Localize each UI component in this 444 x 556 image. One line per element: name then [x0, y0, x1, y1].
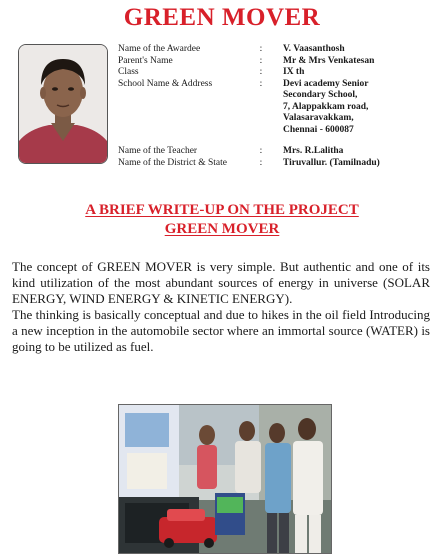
- detail-value: Mr & Mrs Venkatesan: [283, 55, 375, 66]
- awardee-portrait: [18, 44, 108, 164]
- awardee-details: [118, 44, 438, 169]
- detail-value: Mrs. R.Lalitha: [283, 146, 344, 156]
- detail-value-line: Devi academy Senior: [283, 78, 369, 89]
- detail-label: Class: [118, 67, 139, 77]
- detail-row-school: [118, 79, 438, 137]
- detail-row-class: [118, 67, 438, 79]
- detail-label: Name of the Teacher: [118, 146, 198, 156]
- detail-value: Tiruvallur. (Tamilnadu): [283, 157, 380, 168]
- detail-value-line: Secondary School,: [283, 90, 358, 100]
- detail-row-district: [118, 158, 438, 170]
- page-title: GREEN MOVER: [123, 4, 321, 31]
- detail-label: Parent's Name: [118, 55, 173, 66]
- writeup-paragraph: The concept of GREEN MOVER is very simple. But authentic and one of its kind utilization of the most abundant sources of energy in universe (SOLAR ENERGY, WIND ENERGY & KINETIC ENERGY).: [12, 259, 430, 306]
- project-exhibition-photo: [118, 404, 332, 554]
- detail-value: V. Vaasanthosh: [283, 44, 345, 54]
- detail-separator: :: [259, 55, 263, 66]
- detail-row-parents: [118, 56, 438, 68]
- exhibition-image: [119, 405, 331, 553]
- detail-label: Name of the Awardee: [118, 44, 201, 54]
- writeup-heading-line: A BRIEF WRITE-UP ON THE PROJECT: [85, 202, 359, 218]
- detail-separator: :: [259, 44, 263, 54]
- detail-separator: :: [259, 67, 263, 77]
- portrait-image: [19, 45, 107, 163]
- detail-separator: :: [259, 78, 263, 89]
- detail-row-teacher: [118, 146, 438, 158]
- writeup-body: [12, 259, 430, 355]
- detail-separator: :: [259, 146, 263, 156]
- detail-label: School Name & Address: [118, 78, 213, 89]
- detail-value-line: Valasaravakkam,: [283, 113, 354, 123]
- detail-value-line: 7, Alappakkam road,: [283, 101, 369, 112]
- writeup-heading-line: GREEN MOVER: [164, 221, 280, 237]
- detail-value-line: Chennai - 600087: [283, 124, 354, 135]
- detail-label: Name of the District & State: [118, 157, 227, 168]
- detail-row-awardee: [118, 44, 438, 56]
- detail-value: IX th: [283, 67, 305, 77]
- writeup-paragraph: The thinking is basically conceptual and due to hikes in the oil field Introducing a new inception in the automobile sector where an immortal source (WATER) is going to be utilized as fuel.: [12, 307, 430, 354]
- writeup-heading: [0, 201, 444, 239]
- detail-separator: :: [259, 157, 263, 168]
